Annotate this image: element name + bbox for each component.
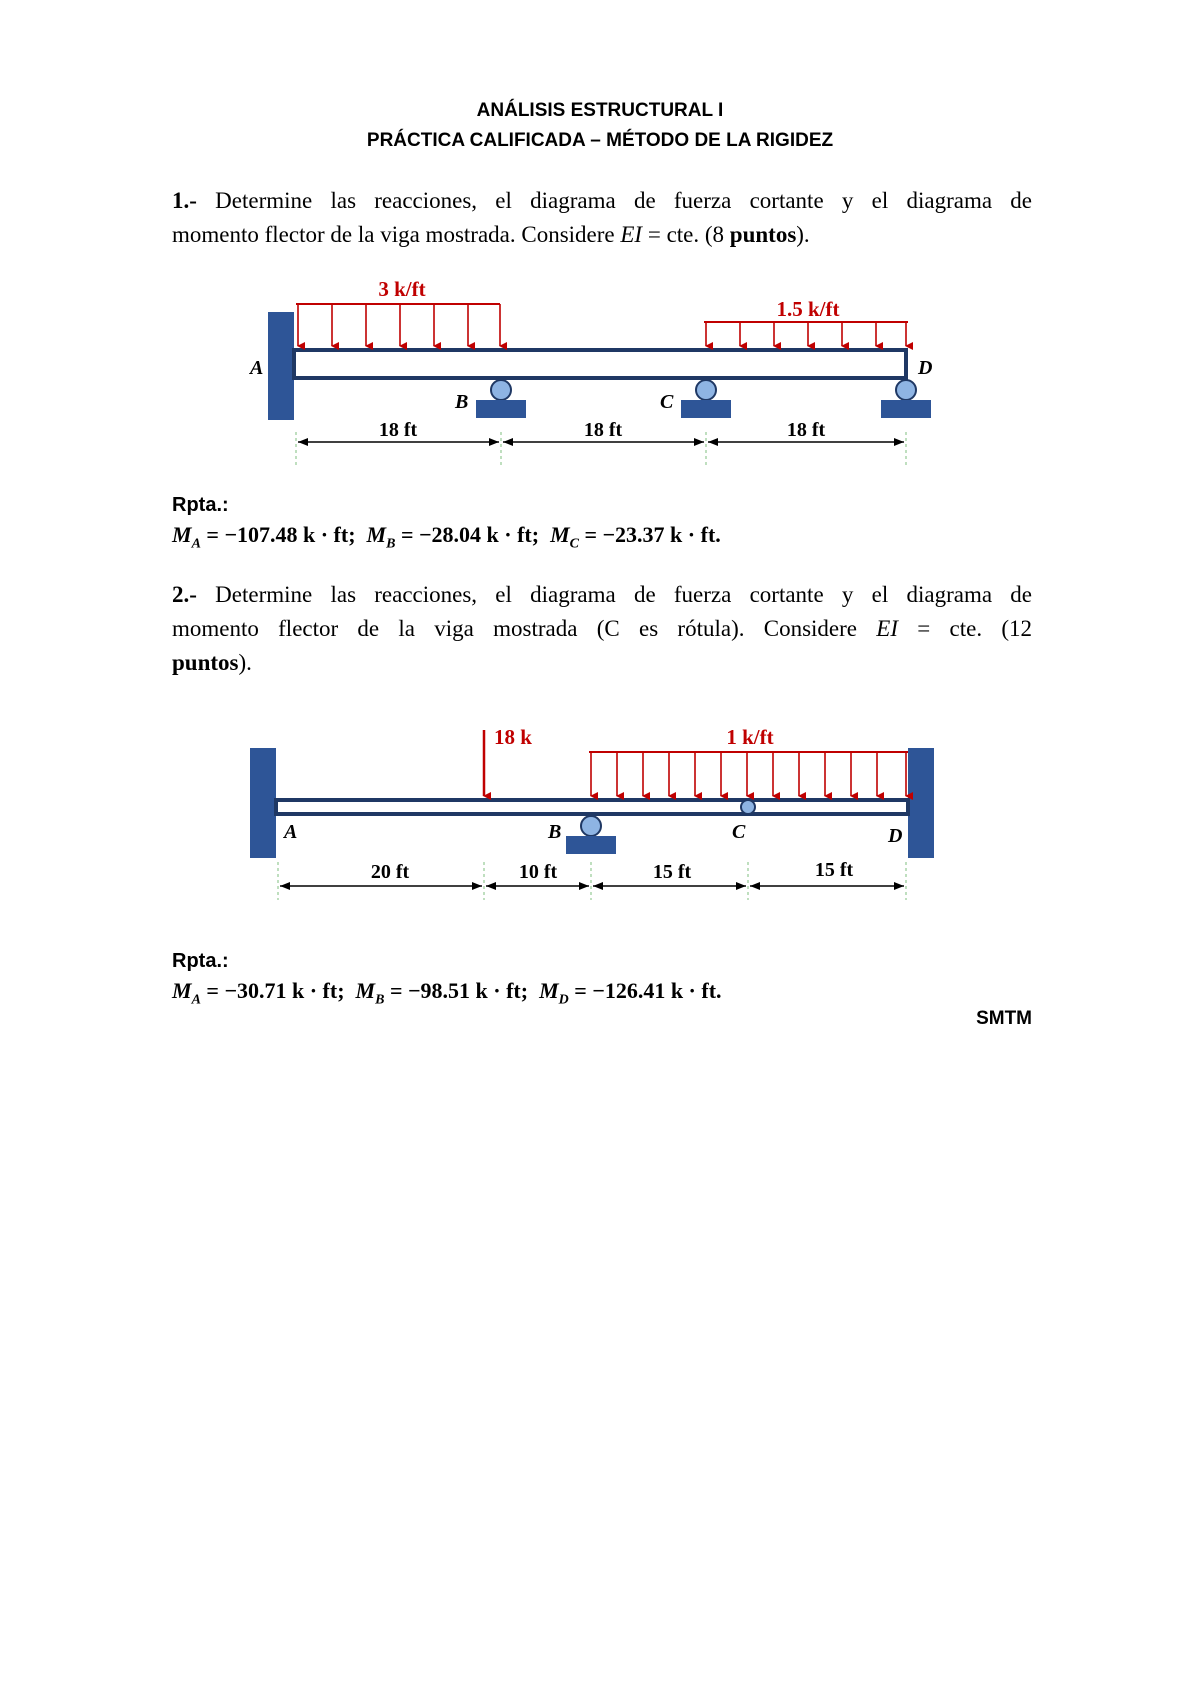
fixed-support-a-2 [250, 748, 276, 858]
fixed-support-a [268, 312, 294, 420]
answer1-mc-sub: C [569, 536, 579, 552]
problem1-answer-label: Rpta.: [172, 494, 229, 516]
answer2-md [539, 978, 722, 1008]
answer2-ma-symbol: M [172, 978, 192, 1003]
problem2-text-b: momento flector de la viga mostrada (C es rótula). Considere [172, 616, 877, 641]
answer1-ma-value: = −107.48 k · ft; [200, 522, 356, 547]
node-label-c-2: C [732, 821, 746, 843]
signature: SMTM [976, 1008, 1032, 1029]
load-label-left: 3 k/ft [378, 277, 426, 301]
answer2-mb-symbol: M [355, 978, 376, 1003]
distributed-load-left [296, 304, 500, 346]
problem2-puntos: puntos [172, 650, 239, 675]
answer2-md-value: = −126.41 k · ft. [568, 978, 722, 1003]
problem1-ei: EI [620, 222, 643, 247]
problem1-puntos: puntos [729, 222, 797, 247]
problem1-text-c: = cte. (8 [642, 222, 730, 247]
answer2-mb-value: = −98.51 k · ft; [384, 978, 529, 1003]
node-label-b-2: B [548, 821, 562, 843]
distributed-load-right [704, 322, 908, 346]
problem1-text-d: ). [796, 222, 810, 247]
answer2-ma-sub: A [191, 992, 201, 1008]
beam-1 [294, 350, 906, 378]
node-label-d: D [918, 357, 933, 379]
answer2-mb-sub: B [375, 992, 385, 1008]
problem2-answer-label: Rpta.: [172, 950, 229, 972]
answer1-mb-symbol: M [366, 522, 387, 547]
node-label-a-2: A [284, 821, 298, 843]
answer2-md-sub: D [558, 992, 569, 1008]
node-label-a: A [250, 357, 264, 379]
span-label-2: 18 ft [583, 419, 623, 441]
problem1-text-b: momento flector de la viga mostrada. Considere [172, 222, 621, 247]
problem2-line1 [172, 578, 1032, 612]
fixed-support-d-2 [908, 748, 934, 858]
node-label-c: C [660, 391, 674, 413]
problem2-ei: EI [876, 616, 898, 641]
answer1-ma-symbol: M [172, 522, 192, 547]
answer1-mb-sub: B [386, 536, 396, 552]
problem2-text-d: ). [238, 650, 252, 675]
span-label-1: 18 ft [378, 419, 418, 441]
answer1-mb-value: = −28.04 k · ft; [395, 522, 540, 547]
doc-subtitle: PRÁCTICA CALIFICADA – MÉTODO DE LA RIGIDEZ [366, 130, 834, 151]
answer2-ma [172, 978, 345, 1008]
roller-support-b-2 [566, 816, 616, 854]
span-label-3: 18 ft [786, 419, 826, 441]
answer1-mb [366, 522, 540, 552]
span2-label-2: 10 ft [518, 861, 558, 883]
problem2-number: 2.- [172, 582, 197, 607]
problem2-text-c: = cte. (12 [898, 616, 1032, 641]
problem1-number: 1.- [172, 188, 197, 213]
answer1-mc-symbol: M [550, 522, 570, 547]
load-label-right: 1.5 k/ft [776, 297, 840, 321]
problem2-answers [172, 978, 722, 1008]
problem1-text-a: Determine las reacciones, el diagrama de fuerza cortante y el diagrama de [196, 188, 1032, 213]
problem1-answers [172, 522, 721, 552]
answer2-mb [355, 978, 529, 1008]
span2-label-4: 15 ft [814, 859, 854, 881]
problem2-statement [172, 578, 1032, 680]
dist-load-label: 1 k/ft [726, 725, 774, 749]
node-label-d-2: D [888, 825, 903, 847]
point-load-label: 18 k [494, 725, 532, 749]
problem2-line2 [172, 612, 1032, 646]
roller-support-c [681, 380, 731, 418]
span2-label-3: 15 ft [652, 861, 692, 883]
answer2-ma-value: = −30.71 k · ft; [200, 978, 345, 1003]
problem2-text-a: Determine las reacciones, el diagrama de fuerza cortante y el diagrama de [196, 582, 1032, 607]
roller-support-d [881, 380, 931, 418]
answer1-ma [172, 522, 356, 552]
distributed-load-2 [589, 752, 908, 796]
hinge-c [741, 800, 755, 814]
node-label-b: B [455, 391, 469, 413]
problem2-line3 [172, 650, 252, 675]
answer1-ma-sub: A [191, 536, 201, 552]
span2-label-1: 20 ft [370, 861, 410, 883]
doc-title: ANÁLISIS ESTRUCTURAL I [476, 100, 724, 121]
roller-support-b [476, 380, 526, 418]
answer1-mc [550, 522, 721, 552]
answer1-mc-value: = −23.37 k · ft. [578, 522, 721, 547]
answer2-md-symbol: M [539, 978, 559, 1003]
beam-2 [276, 800, 908, 814]
